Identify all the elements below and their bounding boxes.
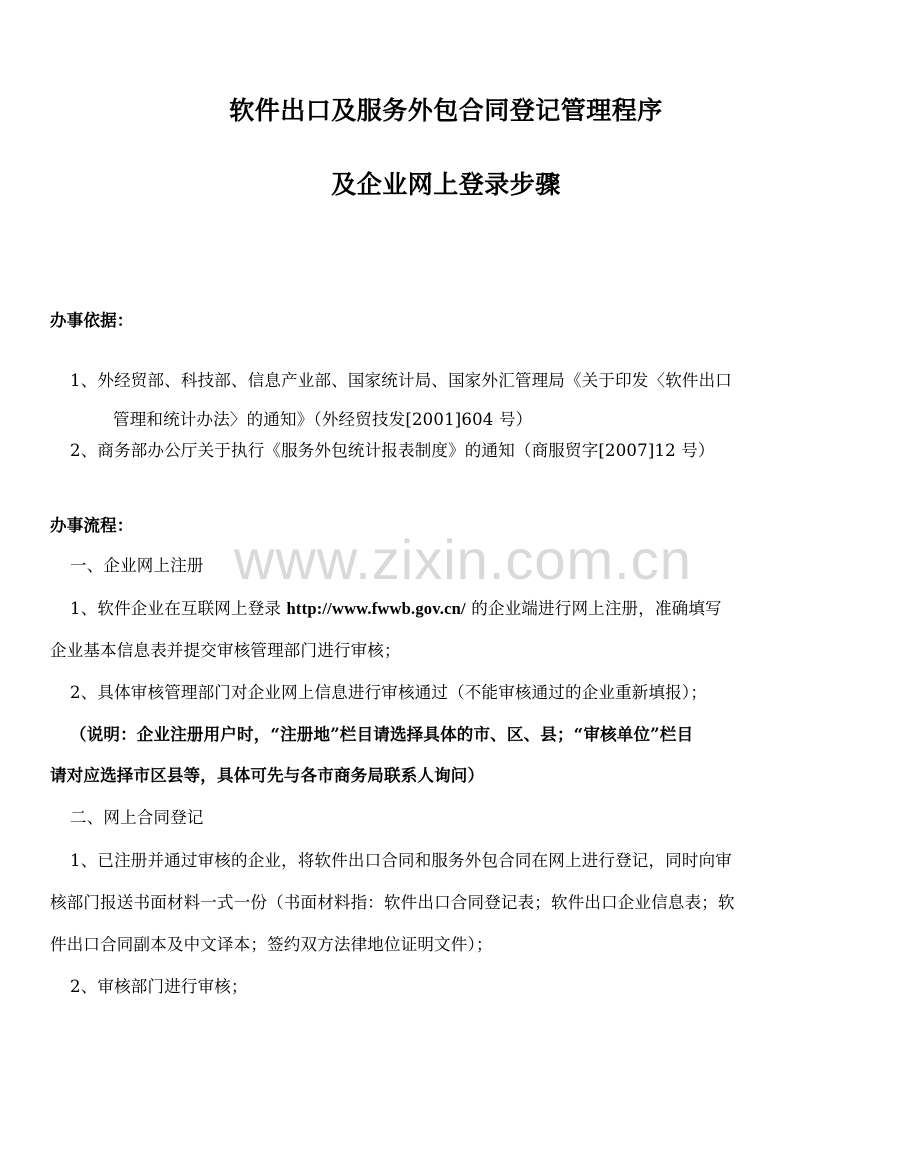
section-2-step-1-line-1: 1、已注册并通过审核的企业，将软件出口合同和服务外包合同在网上进行登记，同时向审 [70,851,732,870]
document-title-line-2: 及企业网上登录步骤 [331,170,561,199]
section-1-step-1-line-2: 企业基本信息表并提交审核管理部门进行审核； [50,641,401,660]
watermark-text: www.zixin.com.cn [234,528,692,591]
step-1-prefix: 1、软件企业在互联网上登录 [70,599,287,618]
document-title-line-1: 软件出口及服务外包合同登记管理程序 [229,96,663,125]
note-line-2: 请对应选择市区县等，具体可先与各市商务局联系人询问） [50,766,485,785]
section-1-title: 一、企业网上注册 [70,556,204,575]
section-2-step-1-line-2: 核部门报送书面材料一式一份（书面材料指：软件出口合同登记表；软件出口企业信息表；软 [50,893,735,912]
step-1-suffix: 的企业端进行网上注册，准确填写 [465,599,722,618]
basis-heading: 办事依据： [50,311,134,330]
section-2-title: 二、网上合同登记 [70,808,204,827]
section-2-step-1-line-3: 件出口合同副本及中文译本；签约双方法律地位证明文件）； [50,935,493,954]
section-1-step-1-line-1 [70,598,722,620]
basis-item-2: 2、商务部办公厅关于执行《服务外包统计报表制度》的通知（商服贸字[2007]12 号） [70,441,715,460]
section-1-step-2: 2、具体审核管理部门对企业网上信息进行审核通过（不能审核通过的企业重新填报）； [70,683,708,702]
registration-url-link[interactable]: http://www.fwwb.gov.cn/ [286,599,466,618]
process-heading: 办事流程： [50,516,134,535]
section-2-step-2: 2、审核部门进行审核； [70,977,248,996]
note-line-1: （说明：企业注册用户时，“注册地”栏目请选择具体的市、区、县；“审核单位”栏目 [70,725,694,744]
basis-item-1-line-2: 管理和统计办法〉的通知》（外经贸技发[2001]604 号） [113,410,533,429]
basis-item-1-line-1: 1、外经贸部、科技部、信息产业部、国家统计局、国家外汇管理局《关于印发〈软件出口 [70,371,732,390]
